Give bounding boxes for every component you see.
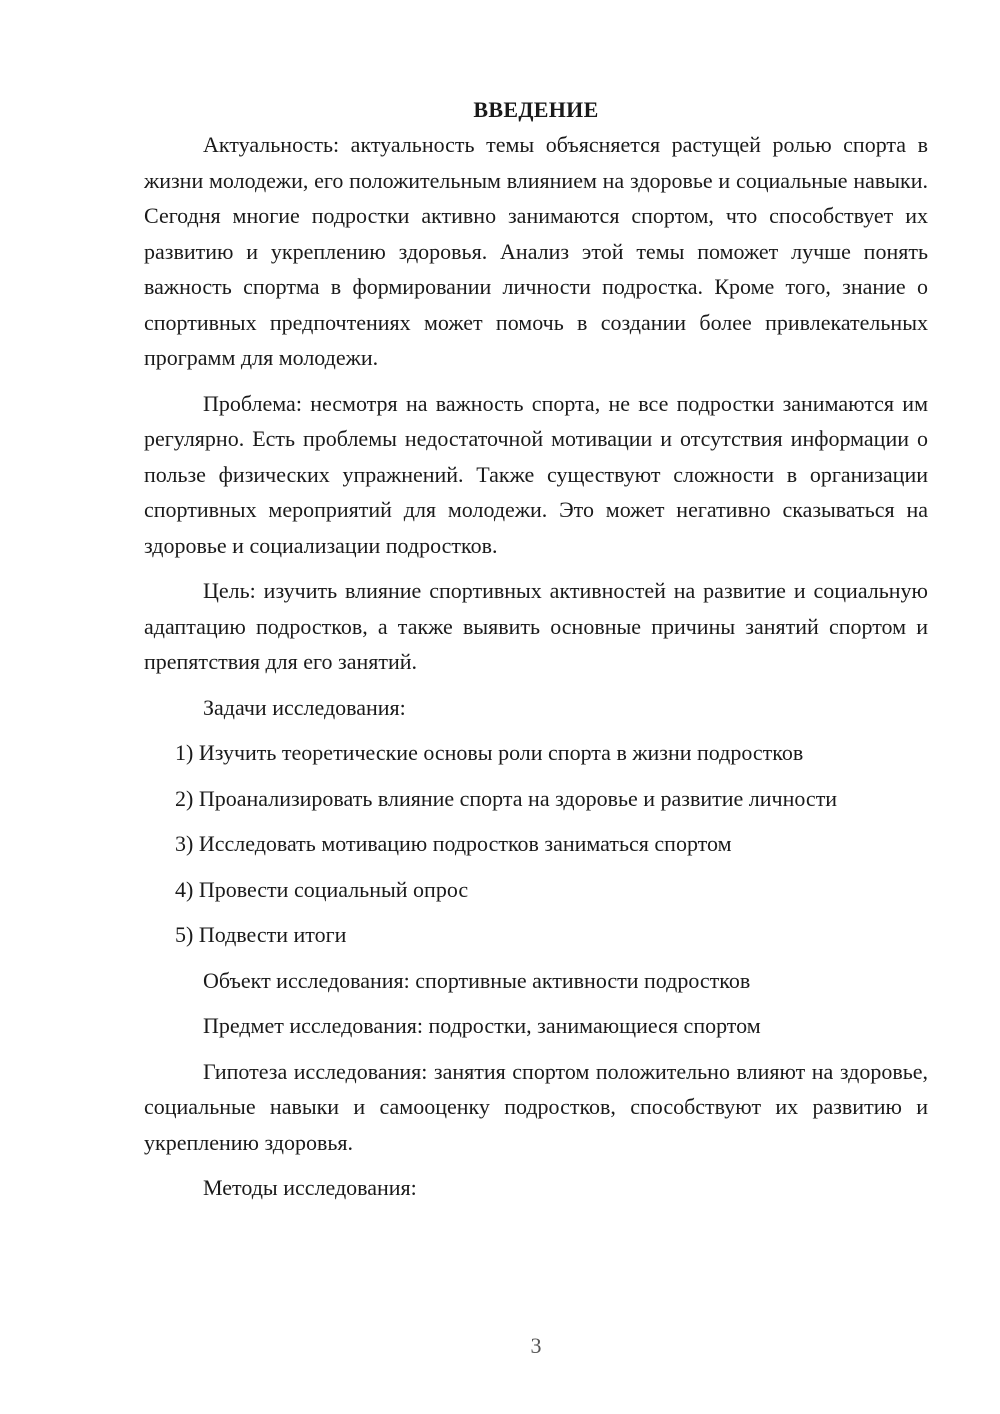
list-item: 5) Подвести итоги — [175, 922, 347, 947]
document-page — [144, 92, 928, 1206]
paragraph-methods: Методы исследования: — [203, 1175, 417, 1200]
page-title: ВВЕДЕНИЕ — [473, 97, 599, 122]
paragraph-goal: Цель: изучить влияние спортивных активностей на развитие и социальную адаптацию подростков, а также выявить основные причины занятий спортом и препятствия для его занятий. — [144, 578, 928, 674]
tasks-list — [144, 735, 928, 953]
list-item: 1) Изучить теоретические основы роли спорта в жизни подростков — [175, 740, 804, 765]
page-number: 3 — [530, 1333, 542, 1358]
paragraph-relevance: Актуальность: актуальность темы объясняется растущей ролью спорта в жизни молодежи, его положительным влиянием на здоровье и социальные навыки. Сегодня многие подростки активно занимаются спортом, что способствует их развитию и укреплению здоровья. Анализ этой темы поможет лучше понять важность спортма в формировании личности подростка. Кроме того, знание о спортивных предпочтениях может помочь в создании более привлекательных программ для молодежи. — [144, 132, 928, 370]
list-item: 2) Проанализировать влияние спорта на здоровье и развитие личности — [175, 785, 838, 811]
list-item: 3) Исследовать мотивацию подростков заниматься спортом — [175, 831, 732, 856]
paragraph-subject: Предмет исследования: подростки, занимающиеся спортом — [203, 1013, 761, 1038]
paragraph-hypothesis: Гипотеза исследования: занятия спортом положительно влияют на здоровье, социальные навыки и самооценку подростков, способствуют их развитию и укреплению здоровья. — [144, 1058, 928, 1155]
list-item: 4) Провести социальный опрос — [175, 876, 469, 902]
paragraph-problem: Проблема: несмотря на важность спорта, не все подростки занимаются им регулярно. Есть проблемы недостаточной мотивации и отсутствия информации о пользе физических упражнений. Также существуют сложности в организации спортивных мероприятий для молодежи. Это может негативно сказываться на здоровье и социализации подростков. — [144, 390, 928, 558]
paragraph-object: Объект исследования: спортивные активности подростков — [203, 967, 751, 993]
tasks-heading: Задачи исследования: — [203, 694, 406, 720]
